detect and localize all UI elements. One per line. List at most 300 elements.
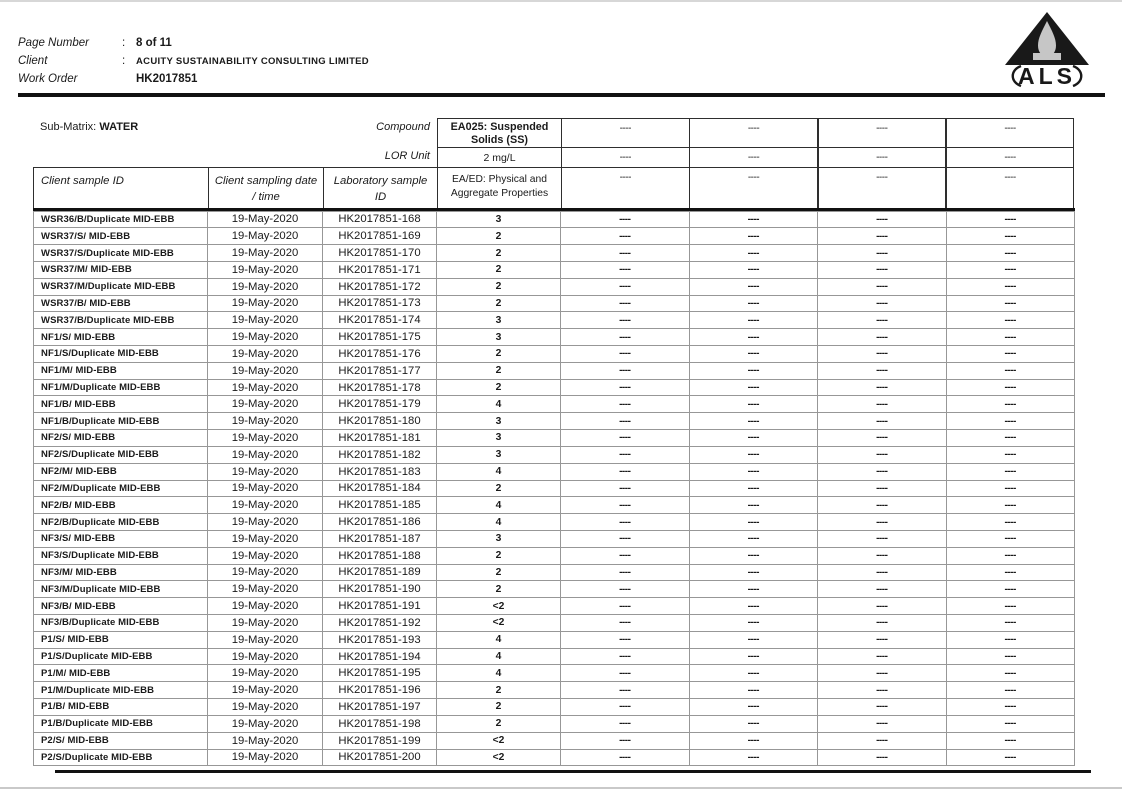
empty-value: ---- [818, 514, 947, 531]
empty-value: ---- [561, 733, 690, 750]
empty-value: ---- [561, 279, 690, 296]
page-bottom-edge-line [0, 787, 1122, 789]
lab-sample-id: HK2017851-189 [323, 565, 437, 582]
table-row [33, 346, 1075, 363]
sampling-date: 19-May-2020 [208, 363, 323, 380]
sampling-date: 19-May-2020 [208, 279, 323, 296]
empty-value: ---- [818, 380, 947, 397]
ss-value: 3 [437, 430, 561, 447]
client-sample-id-header: Client sample ID [33, 167, 209, 210]
empty-value: ---- [561, 514, 690, 531]
empty-value: ---- [947, 548, 1075, 565]
empty-value: ---- [947, 716, 1075, 733]
empty-value: ---- [947, 565, 1075, 582]
client-sample-id: WSR37/S/ MID-EBB [33, 228, 208, 245]
empty-value: ---- [690, 598, 819, 615]
ss-value: 4 [437, 649, 561, 666]
empty-compound-header-cell [561, 118, 690, 148]
ss-value: 2 [437, 548, 561, 565]
empty-value: ---- [690, 733, 819, 750]
ss-value: 4 [437, 464, 561, 481]
sampling-date: 19-May-2020 [208, 565, 323, 582]
lab-sample-id: HK2017851-196 [323, 682, 437, 699]
sampling-date: 19-May-2020 [208, 598, 323, 615]
ss-value: 2 [437, 279, 561, 296]
empty-value: ---- [818, 464, 947, 481]
sampling-date: 19-May-2020 [208, 430, 323, 447]
lab-sample-id: HK2017851-195 [323, 665, 437, 682]
client-sample-id: NF3/B/ MID-EBB [33, 598, 208, 615]
table-row [33, 413, 1075, 430]
page-top-edge-line [0, 0, 1122, 2]
lab-sample-id: HK2017851-174 [323, 312, 437, 329]
ss-value: 2 [437, 716, 561, 733]
ss-value: 3 [437, 312, 561, 329]
empty-value: ---- [690, 447, 819, 464]
empty-value: ---- [818, 481, 947, 498]
table-row [33, 615, 1075, 632]
empty-value: ---- [818, 363, 947, 380]
sampling-date: 19-May-2020 [208, 649, 323, 666]
table-row [33, 682, 1075, 699]
compound-method-line1: EA/ED: Physical and [451, 174, 547, 185]
sampling-date: 19-May-2020 [208, 514, 323, 531]
empty-value: ---- [818, 649, 947, 666]
lab-sample-id: HK2017851-193 [323, 632, 437, 649]
sampling-date: 19-May-2020 [208, 716, 323, 733]
empty-value: ---- [690, 413, 819, 430]
empty-compound-header-cell [818, 118, 947, 148]
empty-value: ---- [818, 396, 947, 413]
compound-label: Compound [376, 121, 430, 133]
footer-rule [55, 770, 1091, 774]
empty-value: ---- [818, 548, 947, 565]
empty-value: ---- [947, 312, 1075, 329]
lab-sample-id: HK2017851-192 [323, 615, 437, 632]
empty-value: ---- [947, 615, 1075, 632]
table-row [33, 548, 1075, 565]
empty-value: ---- [818, 447, 947, 464]
empty-value: ---- [690, 228, 819, 245]
client-sample-id: NF1/B/Duplicate MID-EBB [33, 413, 208, 430]
header-rule [18, 93, 1105, 97]
empty-value: ---- [818, 716, 947, 733]
empty-value: ---- [818, 430, 947, 447]
empty-value: ---- [818, 312, 947, 329]
table-row [33, 733, 1075, 750]
table-row [33, 481, 1075, 498]
work-order-label: Work Order [18, 73, 78, 85]
client-sample-id: WSR37/M/Duplicate MID-EBB [33, 279, 208, 296]
ss-value: 2 [437, 228, 561, 245]
lab-sample-id-header-line2: ID [374, 190, 387, 203]
empty-value: ---- [561, 380, 690, 397]
client-value: ACUITY SUSTAINABILITY CONSULTING LIMITED [136, 56, 369, 67]
lab-sample-id: HK2017851-175 [323, 329, 437, 346]
table-row [33, 329, 1075, 346]
empty-value: ---- [561, 296, 690, 313]
empty-value: ---- [690, 363, 819, 380]
sampling-date: 19-May-2020 [208, 413, 323, 430]
empty-value: ---- [947, 581, 1075, 598]
client-row [18, 55, 369, 73]
empty-compound-header-cell [689, 118, 818, 148]
ss-value: 3 [437, 413, 561, 430]
lab-sample-id: HK2017851-199 [323, 733, 437, 750]
client-sample-id: NF3/B/Duplicate MID-EBB [33, 615, 208, 632]
lab-sample-id: HK2017851-176 [323, 346, 437, 363]
page-number-label: Page Number [18, 37, 89, 49]
sampling-date: 19-May-2020 [208, 312, 323, 329]
empty-value: ---- [690, 615, 819, 632]
table-row [33, 363, 1075, 380]
ss-value: <2 [437, 750, 561, 767]
sampling-date-header-line1: Client sampling date [214, 174, 318, 187]
empty-value: ---- [818, 733, 947, 750]
table-row [33, 464, 1075, 481]
empty-value: ---- [947, 665, 1075, 682]
lab-sample-id: HK2017851-170 [323, 245, 437, 262]
lab-sample-id: HK2017851-172 [323, 279, 437, 296]
table-row [33, 699, 1075, 716]
empty-compound-header-cell [689, 147, 818, 168]
empty-value: ---- [947, 750, 1075, 767]
ss-value: <2 [437, 598, 561, 615]
table-row [33, 380, 1075, 397]
lab-sample-id-header [323, 167, 438, 210]
ss-value: 4 [437, 665, 561, 682]
lab-sample-id: HK2017851-181 [323, 430, 437, 447]
empty-placeholder: ---- [1004, 123, 1016, 134]
work-order-row [18, 73, 197, 91]
empty-value: ---- [818, 262, 947, 279]
empty-placeholder: ---- [1004, 172, 1016, 183]
page-number-value: 8 of 11 [136, 37, 172, 49]
empty-value: ---- [561, 447, 690, 464]
empty-value: ---- [690, 262, 819, 279]
empty-value: ---- [818, 329, 947, 346]
client-sample-id: WSR37/S/Duplicate MID-EBB [33, 245, 208, 262]
table-row [33, 531, 1075, 548]
ss-value: 2 [437, 699, 561, 716]
empty-value: ---- [561, 430, 690, 447]
empty-value: ---- [947, 363, 1075, 380]
lab-sample-id: HK2017851-171 [323, 262, 437, 279]
lab-sample-id: HK2017851-182 [323, 447, 437, 464]
client-sample-id: P1/M/ MID-EBB [33, 665, 208, 682]
empty-value: ---- [561, 346, 690, 363]
sampling-date: 19-May-2020 [208, 548, 323, 565]
empty-placeholder: ---- [1004, 152, 1016, 163]
lab-sample-id: HK2017851-180 [323, 413, 437, 430]
sampling-date: 19-May-2020 [208, 245, 323, 262]
empty-value: ---- [561, 548, 690, 565]
empty-placeholder: ---- [747, 152, 760, 163]
ss-value: 2 [437, 262, 561, 279]
sampling-date: 19-May-2020 [208, 262, 323, 279]
lab-sample-id: HK2017851-187 [323, 531, 437, 548]
ss-value: 2 [437, 682, 561, 699]
client-sample-id: NF2/M/ MID-EBB [33, 464, 208, 481]
lab-sample-id: HK2017851-186 [323, 514, 437, 531]
empty-value: ---- [947, 464, 1075, 481]
client-sample-id: NF3/M/ MID-EBB [33, 565, 208, 582]
compound-title-cell [437, 118, 562, 148]
empty-placeholder: ---- [876, 172, 888, 183]
empty-value: ---- [947, 733, 1075, 750]
client-sample-id: NF2/S/Duplicate MID-EBB [33, 447, 208, 464]
als-logo [988, 8, 1106, 88]
empty-value: ---- [947, 514, 1075, 531]
compound-method-line2: Aggregate Properties [450, 187, 549, 199]
ss-value: 2 [437, 245, 561, 262]
lab-sample-id: HK2017851-198 [323, 716, 437, 733]
empty-value: ---- [947, 228, 1075, 245]
ss-value: 2 [437, 380, 561, 397]
sampling-date: 19-May-2020 [208, 464, 323, 481]
empty-value: ---- [818, 497, 947, 514]
compound-lor-cell [437, 147, 562, 168]
lor-unit-label: LOR Unit [384, 150, 430, 162]
lab-sample-id: HK2017851-169 [323, 228, 437, 245]
empty-value: ---- [818, 682, 947, 699]
client-sample-id: NF1/M/ MID-EBB [33, 363, 208, 380]
empty-value: ---- [947, 430, 1075, 447]
empty-value: ---- [690, 497, 819, 514]
client-sample-id: P2/S/Duplicate MID-EBB [33, 750, 208, 767]
empty-value: ---- [690, 346, 819, 363]
empty-value: ---- [818, 296, 947, 313]
empty-value: ---- [561, 615, 690, 632]
client-label: Client [18, 55, 48, 67]
empty-value: ---- [561, 245, 690, 262]
empty-value: ---- [561, 228, 690, 245]
empty-placeholder: ---- [747, 172, 760, 183]
empty-value: ---- [561, 497, 690, 514]
empty-value: ---- [818, 413, 947, 430]
empty-value: ---- [561, 531, 690, 548]
empty-value: ---- [690, 245, 819, 262]
empty-value: ---- [690, 565, 819, 582]
lab-sample-id: HK2017851-168 [323, 212, 437, 229]
client-separator: : [122, 55, 126, 67]
empty-value: ---- [561, 632, 690, 649]
empty-value: ---- [947, 447, 1075, 464]
empty-value: ---- [561, 262, 690, 279]
empty-value: ---- [947, 245, 1075, 262]
sampling-date: 19-May-2020 [208, 346, 323, 363]
empty-compound-header-cell [561, 147, 690, 168]
empty-value: ---- [690, 481, 819, 498]
client-sample-id: WSR37/M/ MID-EBB [33, 262, 208, 279]
lab-sample-id: HK2017851-197 [323, 699, 437, 716]
empty-value: ---- [561, 699, 690, 716]
empty-value: ---- [561, 581, 690, 598]
empty-value: ---- [561, 464, 690, 481]
empty-value: ---- [818, 565, 947, 582]
empty-value: ---- [690, 380, 819, 397]
client-sample-id: P2/S/ MID-EBB [33, 733, 208, 750]
client-sample-id: NF3/S/Duplicate MID-EBB [33, 548, 208, 565]
client-sample-id: P1/S/Duplicate MID-EBB [33, 649, 208, 666]
client-sample-id: NF3/S/ MID-EBB [33, 531, 208, 548]
empty-value: ---- [818, 665, 947, 682]
empty-value: ---- [561, 312, 690, 329]
client-sample-id: P1/S/ MID-EBB [33, 632, 208, 649]
client-sample-id: NF2/S/ MID-EBB [33, 430, 208, 447]
client-sample-id: NF1/M/Duplicate MID-EBB [33, 380, 208, 397]
compound-title-line1: EA025: Suspended [450, 121, 549, 133]
ss-value: 4 [437, 632, 561, 649]
empty-value: ---- [818, 598, 947, 615]
ss-value: 2 [437, 346, 561, 363]
ss-value: 2 [437, 481, 561, 498]
empty-value: ---- [818, 228, 947, 245]
empty-value: ---- [561, 481, 690, 498]
sampling-date: 19-May-2020 [208, 296, 323, 313]
empty-value: ---- [947, 212, 1075, 229]
empty-value: ---- [561, 682, 690, 699]
empty-placeholder: ---- [619, 172, 631, 183]
empty-value: ---- [690, 279, 819, 296]
empty-value: ---- [818, 279, 947, 296]
empty-value: ---- [947, 346, 1075, 363]
empty-value: ---- [818, 346, 947, 363]
table-row [33, 497, 1075, 514]
empty-value: ---- [561, 329, 690, 346]
empty-value: ---- [947, 481, 1075, 498]
empty-value: ---- [947, 413, 1075, 430]
empty-compound-header-cell [946, 118, 1075, 148]
sampling-date: 19-May-2020 [208, 699, 323, 716]
empty-value: ---- [947, 279, 1075, 296]
lab-sample-id: HK2017851-177 [323, 363, 437, 380]
empty-value: ---- [947, 682, 1075, 699]
sub-matrix-label: Sub-Matrix: [40, 121, 97, 133]
empty-value: ---- [947, 296, 1075, 313]
ss-value: 4 [437, 396, 561, 413]
empty-value: ---- [561, 413, 690, 430]
sampling-date: 19-May-2020 [208, 750, 323, 767]
empty-value: ---- [690, 750, 819, 767]
ss-value: <2 [437, 733, 561, 750]
lab-sample-id: HK2017851-200 [323, 750, 437, 767]
table-row [33, 430, 1075, 447]
empty-value: ---- [561, 212, 690, 229]
empty-value: ---- [561, 649, 690, 666]
sampling-date: 19-May-2020 [208, 481, 323, 498]
lab-sample-id: HK2017851-190 [323, 581, 437, 598]
empty-value: ---- [690, 296, 819, 313]
client-sample-id: NF3/M/Duplicate MID-EBB [33, 581, 208, 598]
table-row [33, 632, 1075, 649]
empty-value: ---- [947, 531, 1075, 548]
table-row [33, 598, 1075, 615]
empty-value: ---- [818, 632, 947, 649]
lab-sample-id: HK2017851-173 [323, 296, 437, 313]
empty-compound-header-cell [946, 147, 1075, 168]
empty-value: ---- [690, 581, 819, 598]
empty-value: ---- [561, 598, 690, 615]
lab-sample-id: HK2017851-188 [323, 548, 437, 565]
empty-value: ---- [690, 665, 819, 682]
empty-value: ---- [690, 649, 819, 666]
table-row [33, 228, 1075, 245]
table-body [33, 211, 1075, 767]
empty-value: ---- [561, 363, 690, 380]
empty-value: ---- [561, 750, 690, 767]
ss-value: 4 [437, 514, 561, 531]
table-row [33, 396, 1075, 413]
lab-sample-id: HK2017851-191 [323, 598, 437, 615]
empty-value: ---- [818, 699, 947, 716]
page-number-row [18, 37, 172, 55]
empty-value: ---- [690, 464, 819, 481]
empty-compound-header-cell [689, 167, 818, 210]
empty-value: ---- [690, 514, 819, 531]
client-sample-id: WSR37/B/ MID-EBB [33, 296, 208, 313]
empty-value: ---- [947, 329, 1075, 346]
empty-value: ---- [690, 329, 819, 346]
empty-value: ---- [690, 312, 819, 329]
client-sample-id: P1/B/Duplicate MID-EBB [33, 716, 208, 733]
empty-value: ---- [690, 632, 819, 649]
compound-lor-value: 2 mg/L [483, 151, 516, 164]
sampling-date-header-line2: / time [252, 190, 280, 203]
empty-value: ---- [947, 262, 1075, 279]
empty-value: ---- [690, 396, 819, 413]
lab-sample-id: HK2017851-185 [323, 497, 437, 514]
empty-compound-header-cell [818, 147, 947, 168]
sampling-date: 19-May-2020 [208, 497, 323, 514]
table-row [33, 279, 1075, 296]
empty-value: ---- [818, 750, 947, 767]
empty-value: ---- [561, 665, 690, 682]
sampling-date-header [208, 167, 324, 210]
empty-compound-header-cell [946, 167, 1075, 210]
client-sample-id: WSR36/B/Duplicate MID-EBB [33, 212, 208, 229]
table-row [33, 565, 1075, 582]
als-logo-burner [1033, 53, 1061, 60]
empty-value: ---- [947, 497, 1075, 514]
sampling-date: 19-May-2020 [208, 228, 323, 245]
ss-value: 3 [437, 447, 561, 464]
compound-title-line2: Solids (SS) [471, 134, 528, 146]
client-sample-id: NF1/B/ MID-EBB [33, 396, 208, 413]
ss-value: 2 [437, 581, 561, 598]
ss-value: 3 [437, 531, 561, 548]
empty-value: ---- [690, 548, 819, 565]
client-sample-id: NF2/B/ MID-EBB [33, 497, 208, 514]
sampling-date: 19-May-2020 [208, 447, 323, 464]
client-sample-id: NF1/S/Duplicate MID-EBB [33, 346, 208, 363]
ss-value: 2 [437, 565, 561, 582]
empty-value: ---- [690, 430, 819, 447]
als-logo-icon [988, 8, 1106, 88]
client-sample-id: NF1/S/ MID-EBB [33, 329, 208, 346]
lab-sample-id-header-line1: Laboratory sample [333, 174, 428, 187]
sampling-date: 19-May-2020 [208, 329, 323, 346]
sampling-date: 19-May-2020 [208, 380, 323, 397]
client-sample-id: P1/M/Duplicate MID-EBB [33, 682, 208, 699]
sampling-date: 19-May-2020 [208, 212, 323, 229]
empty-value: ---- [947, 649, 1075, 666]
ss-value: 3 [437, 212, 561, 229]
lab-sample-id: HK2017851-194 [323, 649, 437, 666]
sampling-date: 19-May-2020 [208, 615, 323, 632]
page-number-separator: : [122, 37, 126, 49]
empty-value: ---- [818, 615, 947, 632]
